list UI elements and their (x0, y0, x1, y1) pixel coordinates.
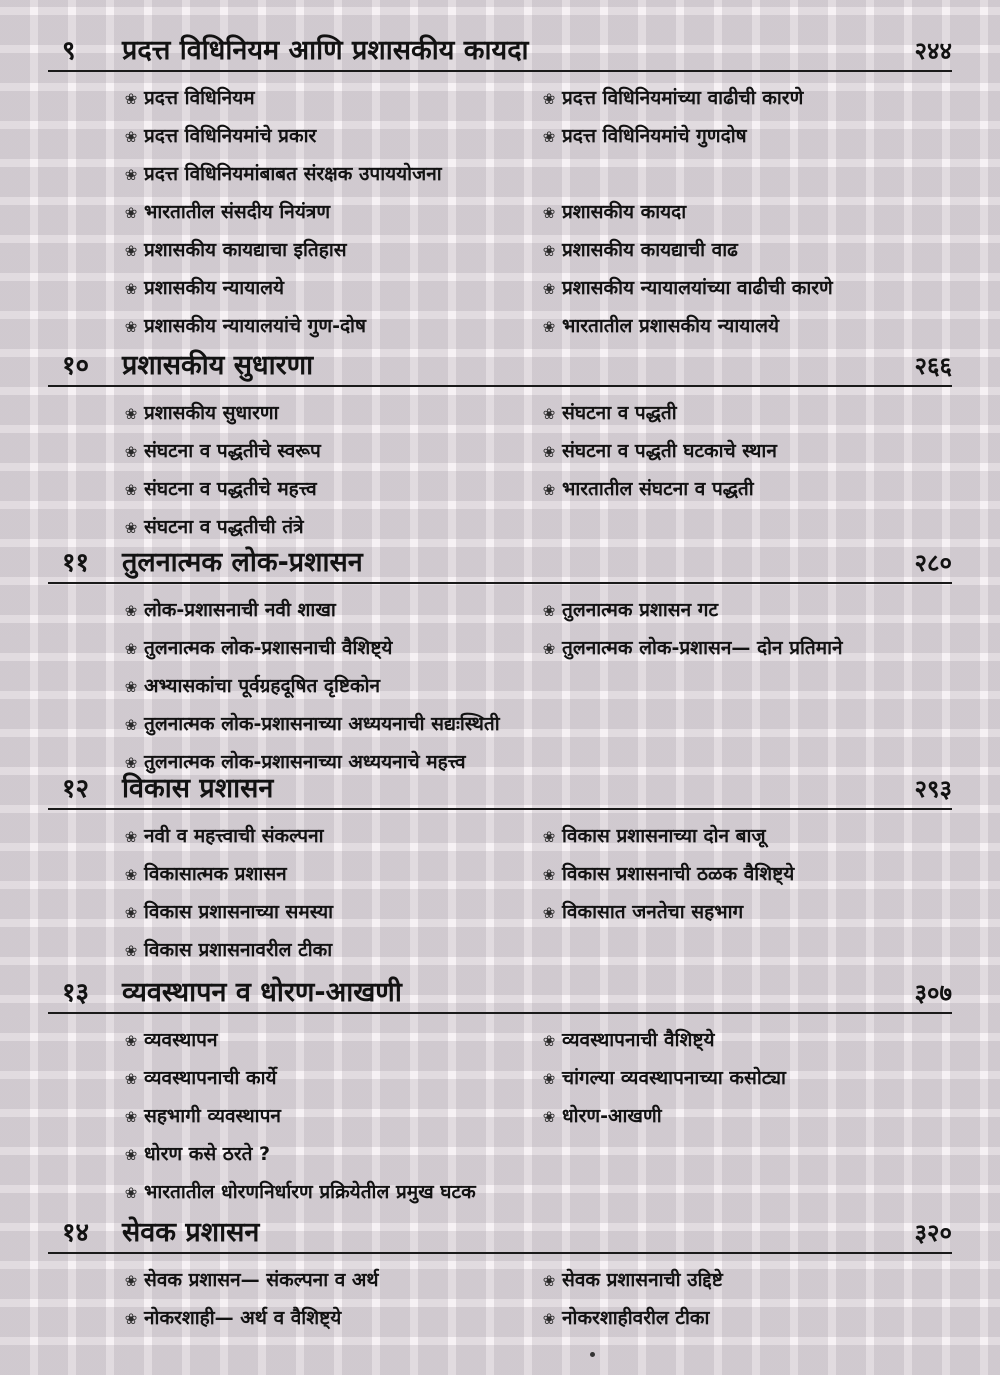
topic-item (122, 1300, 341, 1337)
topic-label: प्रशासकीय न्यायालयांचे गुण-दोष (144, 315, 366, 337)
topic-item (540, 818, 766, 855)
chapter-section (0, 30, 1000, 337)
flower-bullet-icon: ❀ (542, 280, 556, 298)
chapter-section (0, 542, 1000, 773)
flower-bullet-icon: ❀ (542, 640, 556, 658)
topic-item (540, 118, 747, 155)
topic-label: संघटना व पद्धतीचे महत्त्व (144, 478, 317, 500)
topic-label: सेवक प्रशासन— संकल्पना व अर्थ (144, 1269, 379, 1291)
topic-label: प्रदत्त विधिनियमांबाबत संरक्षक उपाययोजना (144, 163, 442, 185)
topic-label: धोरण-आखणी (562, 1105, 662, 1127)
topic-item (122, 932, 332, 969)
topic-item (122, 308, 366, 345)
topic-item (540, 194, 686, 231)
flower-bullet-icon: ❀ (124, 242, 138, 260)
topic-item (122, 1060, 277, 1097)
topic-item (122, 80, 255, 117)
chapter-heading (0, 30, 1000, 72)
topic-label: संघटना व पद्धतीची तंत्रे (144, 516, 304, 538)
chapter-page-number: ३०७ (914, 979, 952, 1007)
flower-bullet-icon: ❀ (124, 1070, 138, 1088)
topic-label: प्रशासकीय कायद्याची वाढ (562, 239, 738, 261)
topic-item (122, 1136, 270, 1173)
flower-bullet-icon: ❀ (542, 90, 556, 108)
flower-bullet-icon: ❀ (124, 640, 138, 658)
topic-label: धोरण कसे ठरते ? (144, 1143, 271, 1165)
flower-bullet-icon: ❀ (542, 242, 556, 260)
flower-bullet-icon: ❀ (124, 828, 138, 846)
chapter-rule (48, 582, 952, 584)
flower-bullet-icon: ❀ (124, 942, 138, 960)
flower-bullet-icon: ❀ (542, 602, 556, 620)
flower-bullet-icon: ❀ (124, 904, 138, 922)
chapter-number: १० (62, 351, 90, 381)
chapter-page-number: २६६ (914, 352, 952, 380)
topic-label: व्यवस्थापनाची वैशिष्ट्ये (562, 1029, 715, 1051)
chapter-number: ११ (62, 548, 90, 578)
topic-label: प्रशासकीय सुधारणा (144, 402, 279, 424)
chapter-title: सेवक प्रशासन (122, 1217, 260, 1248)
topic-item (122, 509, 304, 546)
chapter-section (0, 972, 1000, 1203)
chapter-page-number: २४४ (914, 37, 952, 65)
chapter-title: प्रदत्त विधिनियम आणि प्रशासकीय कायदा (122, 35, 529, 66)
chapter-page-number: ३२० (914, 1219, 952, 1247)
flower-bullet-icon: ❀ (124, 1272, 138, 1290)
topic-item (540, 1022, 715, 1059)
topic-item (540, 433, 777, 470)
flower-bullet-icon: ❀ (542, 481, 556, 499)
topic-item (122, 194, 330, 231)
topic-item (540, 1098, 662, 1135)
topic-label: अभ्यासकांचा पूर्वग्रहदूषित दृष्टिकोन (144, 675, 381, 697)
flower-bullet-icon: ❀ (542, 1272, 556, 1290)
topic-label: प्रशासकीय कायदा (562, 201, 687, 223)
chapter-rule (48, 1012, 952, 1014)
topic-label: नोकरशाहीवरील टीका (562, 1307, 710, 1329)
topic-label: तुलनात्मक लोक-प्रशासनाच्या अध्ययनाची सद्यःस्थिती (144, 713, 500, 735)
topic-item (122, 894, 333, 931)
flower-bullet-icon: ❀ (124, 678, 138, 696)
topic-item (122, 471, 317, 508)
flower-bullet-icon: ❀ (124, 519, 138, 537)
topic-item (540, 471, 754, 508)
topic-item (540, 630, 843, 667)
chapter-heading (0, 1212, 1000, 1254)
topic-item (122, 1174, 476, 1211)
chapter-section (0, 768, 1000, 961)
topic-label: संघटना व पद्धती घटकाचे स्थान (562, 440, 777, 462)
flower-bullet-icon: ❀ (542, 904, 556, 922)
topic-label: संघटना व पद्धती (562, 402, 677, 424)
chapter-heading (0, 542, 1000, 584)
topic-label: प्रदत्त विधिनियमांचे प्रकार (144, 125, 317, 147)
topic-label: विकास प्रशासनावरील टीका (144, 939, 333, 961)
topic-item (122, 706, 500, 743)
topic-label: प्रदत्त विधिनियमांचे गुणदोष (562, 125, 747, 147)
topic-label: चांगल्या व्यवस्थापनाच्या कसोट्या (562, 1067, 786, 1089)
chapter-title: व्यवस्थापन व धोरण-आखणी (122, 977, 402, 1008)
flower-bullet-icon: ❀ (124, 1184, 138, 1202)
topic-label: प्रशासकीय न्यायालये (144, 277, 285, 299)
chapter-section (0, 1212, 1000, 1329)
topic-item (540, 856, 794, 893)
flower-bullet-icon: ❀ (542, 1108, 556, 1126)
topic-label: सहभागी व्यवस्थापन (144, 1105, 281, 1127)
print-speck (590, 1352, 595, 1357)
topic-item (540, 592, 718, 629)
chapter-rule (48, 1252, 952, 1254)
topic-label: विकास प्रशासनाची ठळक वैशिष्ट्ये (562, 863, 795, 885)
flower-bullet-icon: ❀ (124, 602, 138, 620)
flower-bullet-icon: ❀ (542, 318, 556, 336)
flower-bullet-icon: ❀ (124, 1310, 138, 1328)
topic-label: संघटना व पद्धतीचे स्वरूप (144, 440, 321, 462)
topic-label: विकासात जनतेचा सहभाग (562, 901, 744, 923)
topic-item (122, 592, 336, 629)
flower-bullet-icon: ❀ (124, 204, 138, 222)
chapter-number: १२ (62, 774, 90, 804)
flower-bullet-icon: ❀ (124, 716, 138, 734)
flower-bullet-icon: ❀ (124, 166, 138, 184)
topic-item (122, 156, 442, 193)
chapter-rule (48, 385, 952, 387)
topic-label: व्यवस्थापन (144, 1029, 218, 1051)
flower-bullet-icon: ❀ (542, 866, 556, 884)
topic-label: भारतातील धोरणनिर्धारण प्रक्रियेतील प्रमुख घटक (144, 1181, 476, 1203)
chapter-title: विकास प्रशासन (122, 773, 274, 804)
topic-label: तुलनात्मक लोक-प्रशासन— दोन प्रतिमाने (562, 637, 843, 659)
topic-label: तुलनात्मक प्रशासन गट (562, 599, 719, 621)
flower-bullet-icon: ❀ (542, 1032, 556, 1050)
topic-label: नवी व महत्त्वाची संकल्पना (144, 825, 324, 847)
flower-bullet-icon: ❀ (124, 1108, 138, 1126)
topic-item (122, 433, 321, 470)
topic-item (540, 80, 803, 117)
flower-bullet-icon: ❀ (542, 828, 556, 846)
flower-bullet-icon: ❀ (542, 443, 556, 461)
flower-bullet-icon: ❀ (124, 481, 138, 499)
chapter-section (0, 345, 1000, 538)
flower-bullet-icon: ❀ (542, 1070, 556, 1088)
flower-bullet-icon: ❀ (124, 318, 138, 336)
flower-bullet-icon: ❀ (124, 754, 138, 772)
topic-item (122, 270, 284, 307)
chapter-title: प्रशासकीय सुधारणा (122, 350, 314, 381)
chapter-heading (0, 768, 1000, 810)
chapter-rule (48, 70, 952, 72)
flower-bullet-icon: ❀ (124, 128, 138, 146)
topic-item (540, 894, 743, 931)
flower-bullet-icon: ❀ (542, 405, 556, 423)
topic-item (122, 856, 287, 893)
flower-bullet-icon: ❀ (124, 280, 138, 298)
flower-bullet-icon: ❀ (124, 866, 138, 884)
topic-label: लोक-प्रशासनाची नवी शाखा (144, 599, 336, 621)
topic-label: तुलनात्मक लोक-प्रशासनाच्या अध्ययनाचे महत्त्व (144, 751, 466, 773)
topic-item (122, 1098, 281, 1135)
topic-label: प्रदत्त विधिनियम (144, 87, 255, 109)
flower-bullet-icon: ❀ (124, 90, 138, 108)
chapter-title: तुलनात्मक लोक-प्रशासन (122, 547, 363, 578)
topic-item (540, 270, 833, 307)
topic-label: विकासात्मक प्रशासन (144, 863, 287, 885)
topic-item (540, 1060, 786, 1097)
topic-label: भारतातील संसदीय नियंत्रण (144, 201, 331, 223)
topic-label: विकास प्रशासनाच्या दोन बाजू (562, 825, 766, 847)
chapter-number: १४ (62, 1218, 90, 1248)
flower-bullet-icon: ❀ (124, 443, 138, 461)
topic-item (540, 308, 779, 345)
topic-item (540, 1300, 709, 1337)
topic-item (540, 395, 677, 432)
flower-bullet-icon: ❀ (542, 128, 556, 146)
flower-bullet-icon: ❀ (124, 1032, 138, 1050)
topic-label: प्रशासकीय कायद्याचा इतिहास (144, 239, 347, 261)
topic-label: विकास प्रशासनाच्या समस्या (144, 901, 334, 923)
topic-label: व्यवस्थापनाची कार्ये (144, 1067, 277, 1089)
chapter-heading (0, 972, 1000, 1014)
flower-bullet-icon: ❀ (124, 405, 138, 423)
topic-label: भारतातील संघटना व पद्धती (562, 478, 754, 500)
chapter-heading (0, 345, 1000, 387)
topic-item (122, 818, 324, 855)
topic-label: प्रदत्त विधिनियमांच्या वाढीची कारणे (562, 87, 804, 109)
topic-item (122, 395, 279, 432)
flower-bullet-icon: ❀ (542, 204, 556, 222)
chapter-page-number: २९३ (914, 775, 952, 803)
topic-item (122, 630, 392, 667)
topic-item (540, 232, 738, 269)
topic-label: तुलनात्मक लोक-प्रशासनाची वैशिष्ट्ये (144, 637, 393, 659)
topic-item (122, 232, 347, 269)
topic-item (122, 118, 316, 155)
flower-bullet-icon: ❀ (542, 1310, 556, 1328)
topic-item (122, 668, 380, 705)
chapter-page-number: २८० (914, 549, 952, 577)
topic-item (540, 1262, 723, 1299)
topic-label: प्रशासकीय न्यायालयांच्या वाढीची कारणे (562, 277, 833, 299)
chapter-number: ९ (62, 36, 76, 66)
topic-label: सेवक प्रशासनाची उद्दिष्टे (562, 1269, 723, 1291)
flower-bullet-icon: ❀ (124, 1146, 138, 1164)
topic-item (122, 1022, 218, 1059)
chapter-number: १३ (62, 978, 90, 1008)
topic-label: भारतातील प्रशासकीय न्यायालये (562, 315, 780, 337)
topic-item (122, 1262, 379, 1299)
topic-label: नोकरशाही— अर्थ व वैशिष्ट्ये (144, 1307, 342, 1329)
chapter-rule (48, 808, 952, 810)
